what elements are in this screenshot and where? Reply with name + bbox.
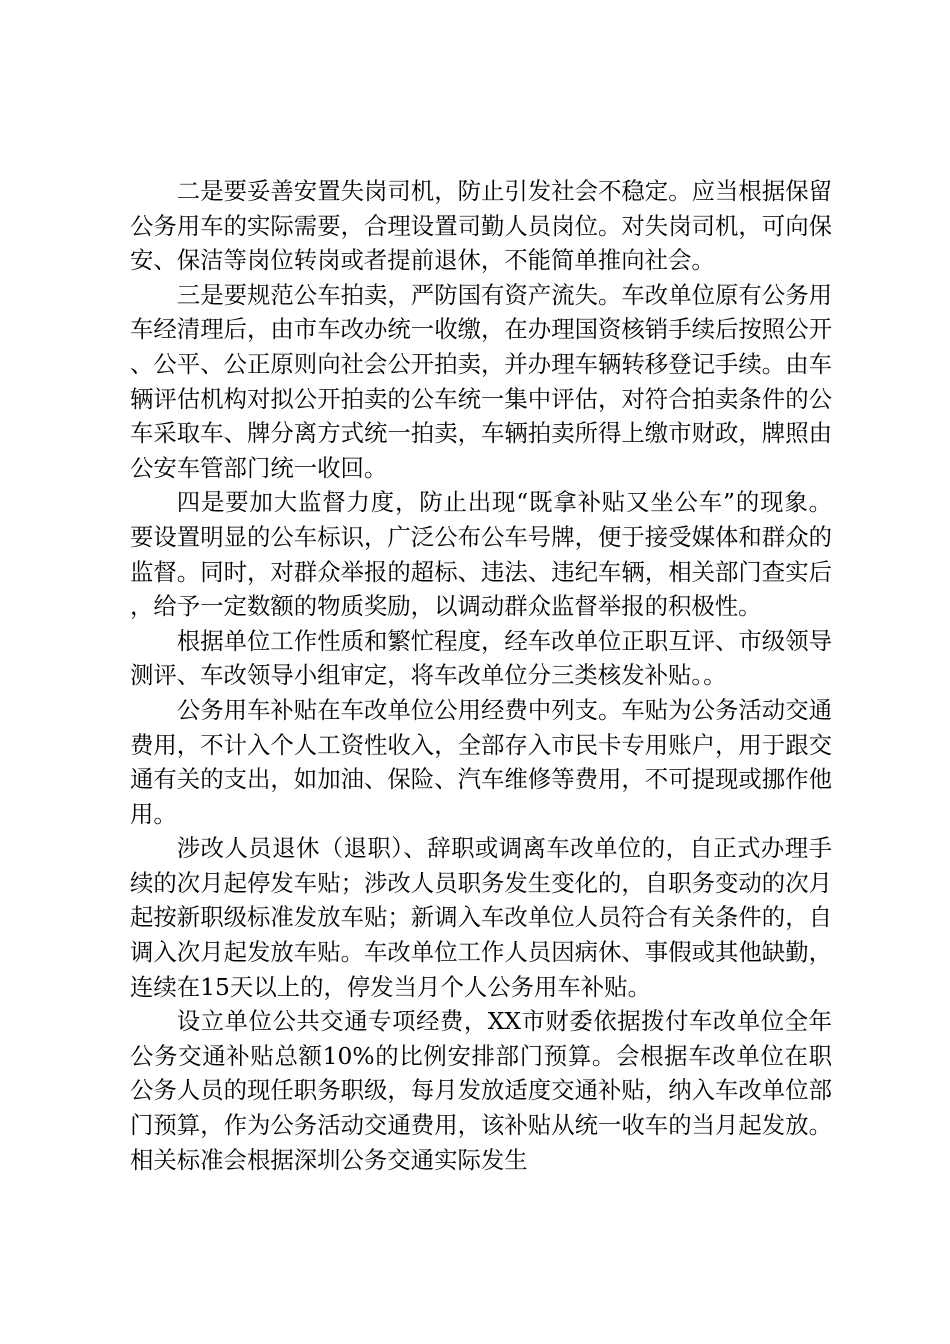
- paragraph-resettle-drivers: 二是要妥善安置失岗司机，防止引发社会不稳定。应当根据保留公务用车的实际需要，合理设置司勤人员岗位。对失岗司机，可向保安、保洁等岗位转岗或者提前退休，不能简单推向社会。: [130, 177, 832, 275]
- paragraph-supervision: 四是要加大监督力度，防止出现“既拿补贴又坐公车”的现象。要设置明显的公车标识，广泛公布公车号牌，便于接受媒体和群众的监督。同时，对群众举报的超标、违法、违纪车辆，相关部门查实后，给予一定数额的物质奖励，以调动群众监督举报的积极性。: [130, 488, 832, 621]
- document-body: [130, 174, 832, 1177]
- paragraph-subsidy-changes: 涉改人员退休（退职）、辞职或调离车改单位的，自正式办理手续的次月起停发车贴；涉改人员职务发生变化的，自职务变动的次月起按新职级标准发放车贴；新调入车改单位人员符合有关条件的，自调入次月起发放车贴。车改单位工作人员因病休、事假或其他缺勤，连续在15天以上的，停发当月个人公务用车补贴。: [130, 834, 832, 1001]
- paragraph-subsidy-funding: 公务用车补贴在车改单位公用经费中列支。车贴为公务活动交通费用，不计入个人工资性收入，全部存入市民卡专用账户，用于跟交通有关的支出，如加油、保险、汽车维修等费用，不可提现或挪作他用。: [130, 695, 832, 828]
- paragraph-subsidy-categories: 根据单位工作性质和繁忙程度，经车改单位正职互评、市级领导测评、车改领导小组审定，将车改单位分三类核发补贴。。: [130, 626, 832, 690]
- paragraph-vehicle-auction: 三是要规范公车拍卖，严防国有资产流失。车改单位原有公务用车经清理后，由市车改办统一收缴，在办理国资核销手续后按照公开、公平、公正原则向社会公开拍卖，并办理车辆转移登记手续。由车辆评估机构对拟公开拍卖的公车统一集中评估，对符合拍卖条件的公车采取车、牌分离方式统一拍卖，车辆拍卖所得上缴市财政，牌照由公安车管部门统一收回。: [130, 280, 832, 482]
- paragraph-transport-fund: 设立单位公共交通专项经费，XX市财委依据拨付车改单位全年公务交通补贴总额10%的比例安排部门预算。会根据车改单位在职公务人员的现任职务职级，每月发放适度交通补贴，纳入车改单位部门预算，作为公务活动交通费用，该补贴从统一收车的当月起发放。相关标准会根据深圳公务交通实际发生: [130, 1007, 832, 1174]
